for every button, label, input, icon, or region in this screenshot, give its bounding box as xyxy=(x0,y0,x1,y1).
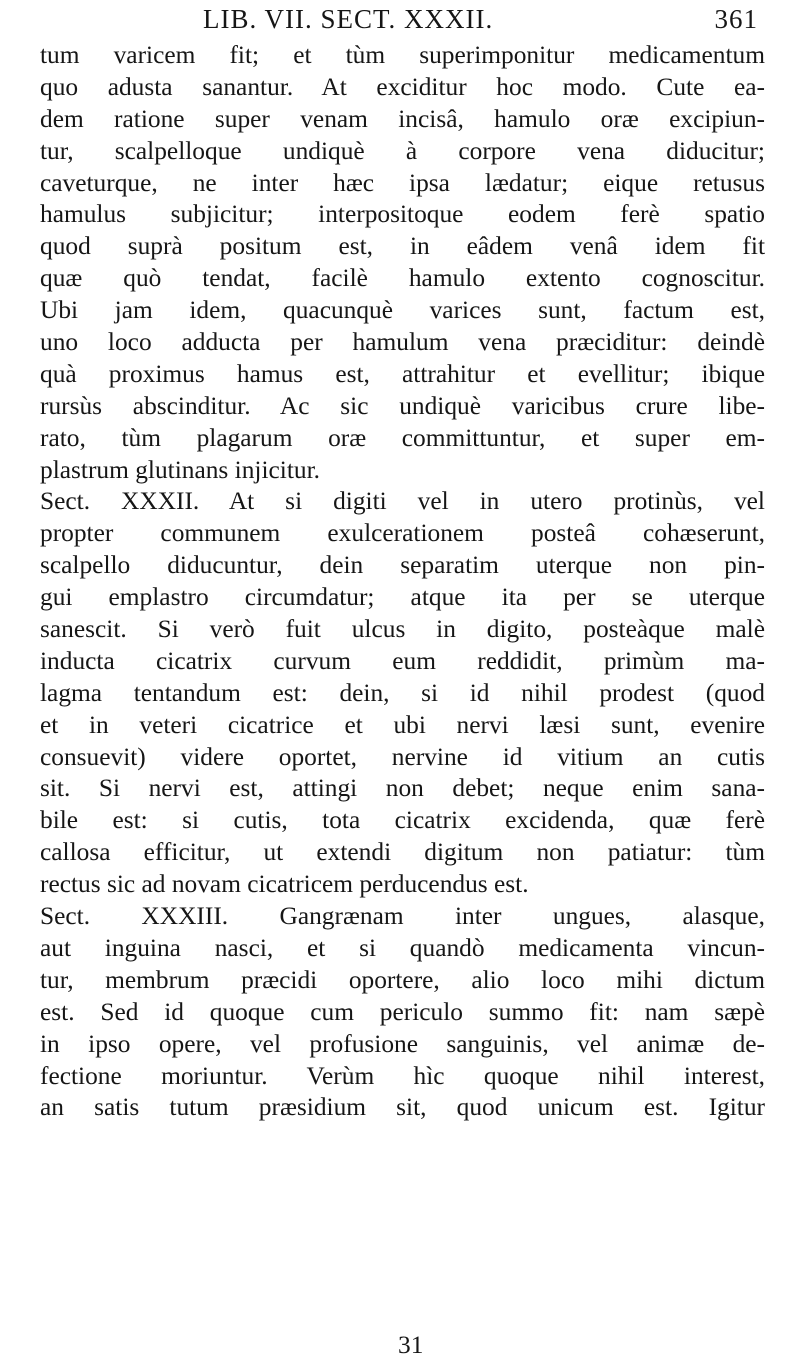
text-line: sanescit. Si verò fuit ulcus in digito, posteàque malè xyxy=(40,615,765,644)
text-line: fectione moriuntur. Verùm hìc quoque nihil interest, xyxy=(40,1061,765,1090)
text-line: inducta cicatrix curvum eum reddidit, primùm ma- xyxy=(40,646,765,675)
text-line: bile est: si cutis, tota cicatrix excidenda, quæ ferè xyxy=(40,806,765,835)
text-line: caveturque, ne inter hæc ipsa lædatur; eique retusus xyxy=(40,168,765,197)
text-line: plastrum glutinans injicitur. xyxy=(40,455,320,484)
text-line: hamulus subjicitur; interpositoque eodem ferè spatio xyxy=(40,200,765,229)
text-line: scalpello diducuntur, dein separatim uterque non pin- xyxy=(40,551,765,580)
text-line: an satis tutum præsidium sit, quod unicum est. Igitur xyxy=(40,1093,765,1122)
text-line: in ipso opere, vel profusione sanguinis, vel animæ de- xyxy=(40,1029,765,1058)
text-line: tur, scalpelloque undiquè à corpore vena diducitur; xyxy=(40,136,765,165)
text-line: rectus sic ad novam cicatricem perducendus est. xyxy=(40,870,529,899)
text-line: est. Sed id quoque cum periculo summo fit: nam sæpè xyxy=(40,997,765,1026)
text-line: consuevit) videre oportet, nervine id vitium an cutis xyxy=(40,742,765,771)
text-line: sit. Si nervi est, attingi non debet; neque enim sana- xyxy=(40,774,765,803)
text-line: quæ quò tendat, facilè hamulo extento cognoscitur. xyxy=(40,264,765,293)
page-header xyxy=(203,4,758,40)
text-line: rursùs abscinditur. Ac sic undiquè varicibus crure libe- xyxy=(40,391,765,420)
text-line: gui emplastro circumdatur; atque ita per se uterque xyxy=(40,583,765,612)
text-line: dem ratione super venam incisâ, hamulo oræ excipiun- xyxy=(40,104,765,133)
text-line: aut inguina nasci, et si quandò medicamenta vincun- xyxy=(40,933,765,962)
text-line: quod suprà positum est, in eâdem venâ idem fit xyxy=(40,232,765,261)
running-title: LIB. VII. SECT. XXXII. xyxy=(203,4,494,34)
text-line: tum varicem fit; et tùm superimponitur medicamentum xyxy=(40,41,765,69)
section-heading-line: Sect. XXXII. At si digiti vel in utero protinùs, vel xyxy=(40,487,765,516)
text-line: callosa efficitur, ut extendi digitum non patiatur: tùm xyxy=(40,838,765,867)
body-text xyxy=(40,40,765,1124)
section-heading-line: Sect. XXXIII. Gangrænam inter ungues, alasque, xyxy=(40,902,765,931)
text-line: quo adusta sanantur. At exciditur hoc modo. Cute ea- xyxy=(40,72,765,101)
text-line: rato, tùm plagarum oræ committuntur, et super em- xyxy=(40,423,765,452)
text-line: Ubi jam idem, quacunquè varices sunt, factum est, xyxy=(40,296,765,325)
text-line: uno loco adducta per hamulum vena præciditur: deindè xyxy=(40,328,765,357)
text-line: quà proximus hamus est, attrahitur et evellitur; ibique xyxy=(40,359,765,388)
signature-mark: 31 xyxy=(398,1331,424,1359)
text-line: et in veteri cicatrice et ubi nervi læsi sunt, evenire xyxy=(40,710,765,739)
text-line: lagma tentandum est: dein, si id nihil prodest (quod xyxy=(40,678,765,707)
text-line: propter communem exulcerationem posteâ cohæserunt, xyxy=(40,519,765,548)
page-number: 361 xyxy=(714,4,758,34)
text-line: tur, membrum præcidi oportere, alio loco mihi dictum xyxy=(40,965,765,994)
